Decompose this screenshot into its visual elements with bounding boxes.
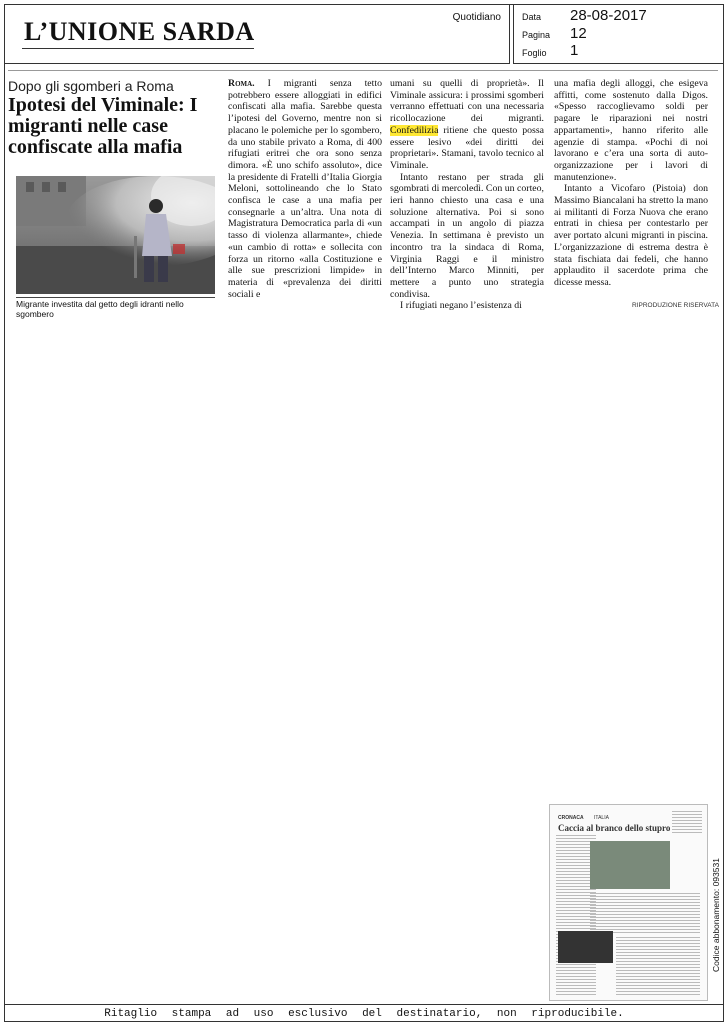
page-label: Pagina <box>522 30 551 40</box>
thumbnail-section-2: ITALIA <box>594 815 609 821</box>
thumbnail-text-block-2 <box>616 937 700 995</box>
article-column-2 <box>390 78 544 312</box>
article-kicker: Dopo gli sgomberi a Roma <box>8 78 174 94</box>
date-value: 28-08-2017 <box>570 7 647 24</box>
masthead <box>4 4 510 64</box>
photo-caption: Migrante investita dal getto degli idranti nello sgombero <box>16 297 215 319</box>
thumbnail-photo <box>590 841 670 889</box>
subscription-code: Codice abbonamento: 093531 <box>711 858 721 972</box>
article-headline: Ipotesi del Viminale: I migranti nelle case confiscate alla mafia <box>8 94 198 158</box>
column-2-paragraph-1: umani su quelli di proprietà». Il Viminale assicura: i prossimi sgomberi verranno effettuati con una necessaria ricollocazione dei migranti. Confedilizia ritiene che questo possa essere lesivo «dei diritti dei proprietari». Stamani, tavolo tecnico al Viminale. <box>390 78 544 171</box>
sheet-label: Foglio <box>522 48 547 58</box>
highlighted-term: Confedilizia <box>390 124 439 136</box>
publication-type: Quotidiano <box>452 12 501 23</box>
thumbnail-dark-photo <box>558 931 613 963</box>
article-column-3 <box>554 78 708 289</box>
thumbnail-sidebar <box>672 811 702 835</box>
column-1-paragraph: Roma. I migranti senza tetto potrebbero essere alloggiati in edifici confiscati alla mafia. Sarebbe questa l’ipotesi del Governo, mentre non si placano le polemiche per lo sgombero, da uno stabile privato a Roma, di 400 rifugiati eritrei che ora sono senza dimora. «È uno schifo assoluto», dice la presidente di Fratelli d’Italia Giorgia Meloni, sottolineando che lo Stato confisca le case a una mafia per consegnarle a un’altra. Una nota di Magistratura Democratica parla di «un tasso di violenza allarmante», chiede «un cambio di rotta» e sollecita con forza un ritorno «alla Costituzione e alle sue prescrizioni limpide» in materia di «prevalenza dei diritti sociali e <box>228 78 382 300</box>
thumbnail-section: CRONACA <box>558 815 584 821</box>
logo-underline <box>22 48 254 49</box>
column-2-paragraph-2: Intanto restano per strada gli sgombrati di mercoledì. Con un corteo, ieri hanno chiesto una casa e una soluzione alternativa. Poi si sono accampati in un angolo di piazza Venezia. In settimana è previsto un incontro tra la sindaca di Roma, Virginia Raggi e il ministro dell’Interno Marco Minniti, per mettere a punto uno strategia condivisa. <box>390 171 544 300</box>
page-value: 12 <box>570 25 587 42</box>
dateline: Roma. <box>228 78 255 89</box>
article-photo <box>16 176 215 294</box>
column-3-paragraph-1: una mafia degli alloggi, che esigeva affitti, come sostenuto dalla Digos. «Spesso raccoglievamo soldi per pagare le riparazioni nei nostri appartamenti», hanno riferito alle agenzie di stampa. «Pochi di noi lavorano e c’era una sorta di auto-organizzazione per i lavori di manutenzione». <box>554 78 708 183</box>
column-2-paragraph-3: I rifugiati negano l’esistenza di <box>400 300 522 312</box>
migrant-water-cannon-photo <box>16 176 215 294</box>
column-3-paragraph-2: Intanto a Vicofaro (Pistoia) don Massimo Biancalani ha stretto la mano ai militanti di Forza Nuova che erano entrati in chiesa per contestarlo per aver portato alcuni migranti in piscina. L’organizzazione di estrema destra è stata fischiata dai fedeli, che hanno applaudito il sacerdote prima che dicesse messa. <box>554 183 708 288</box>
footer-notice: Ritaglio stampa ad uso esclusivo del destinatario, non riproducibile. <box>4 1004 724 1022</box>
sheet-value: 1 <box>570 42 579 59</box>
reproduction-credit: RIPRODUZIONE RISERVATA <box>632 302 719 309</box>
thumbnail-text-block <box>590 893 700 933</box>
thumbnail-headline: Caccia al branco dello stupro <box>558 823 671 833</box>
metadata-box <box>513 4 724 64</box>
newspaper-logo: L’UNIONE SARDA <box>24 17 255 46</box>
page-thumbnail <box>549 804 708 1001</box>
date-label: Data <box>522 12 542 22</box>
article-column-1 <box>228 78 382 300</box>
